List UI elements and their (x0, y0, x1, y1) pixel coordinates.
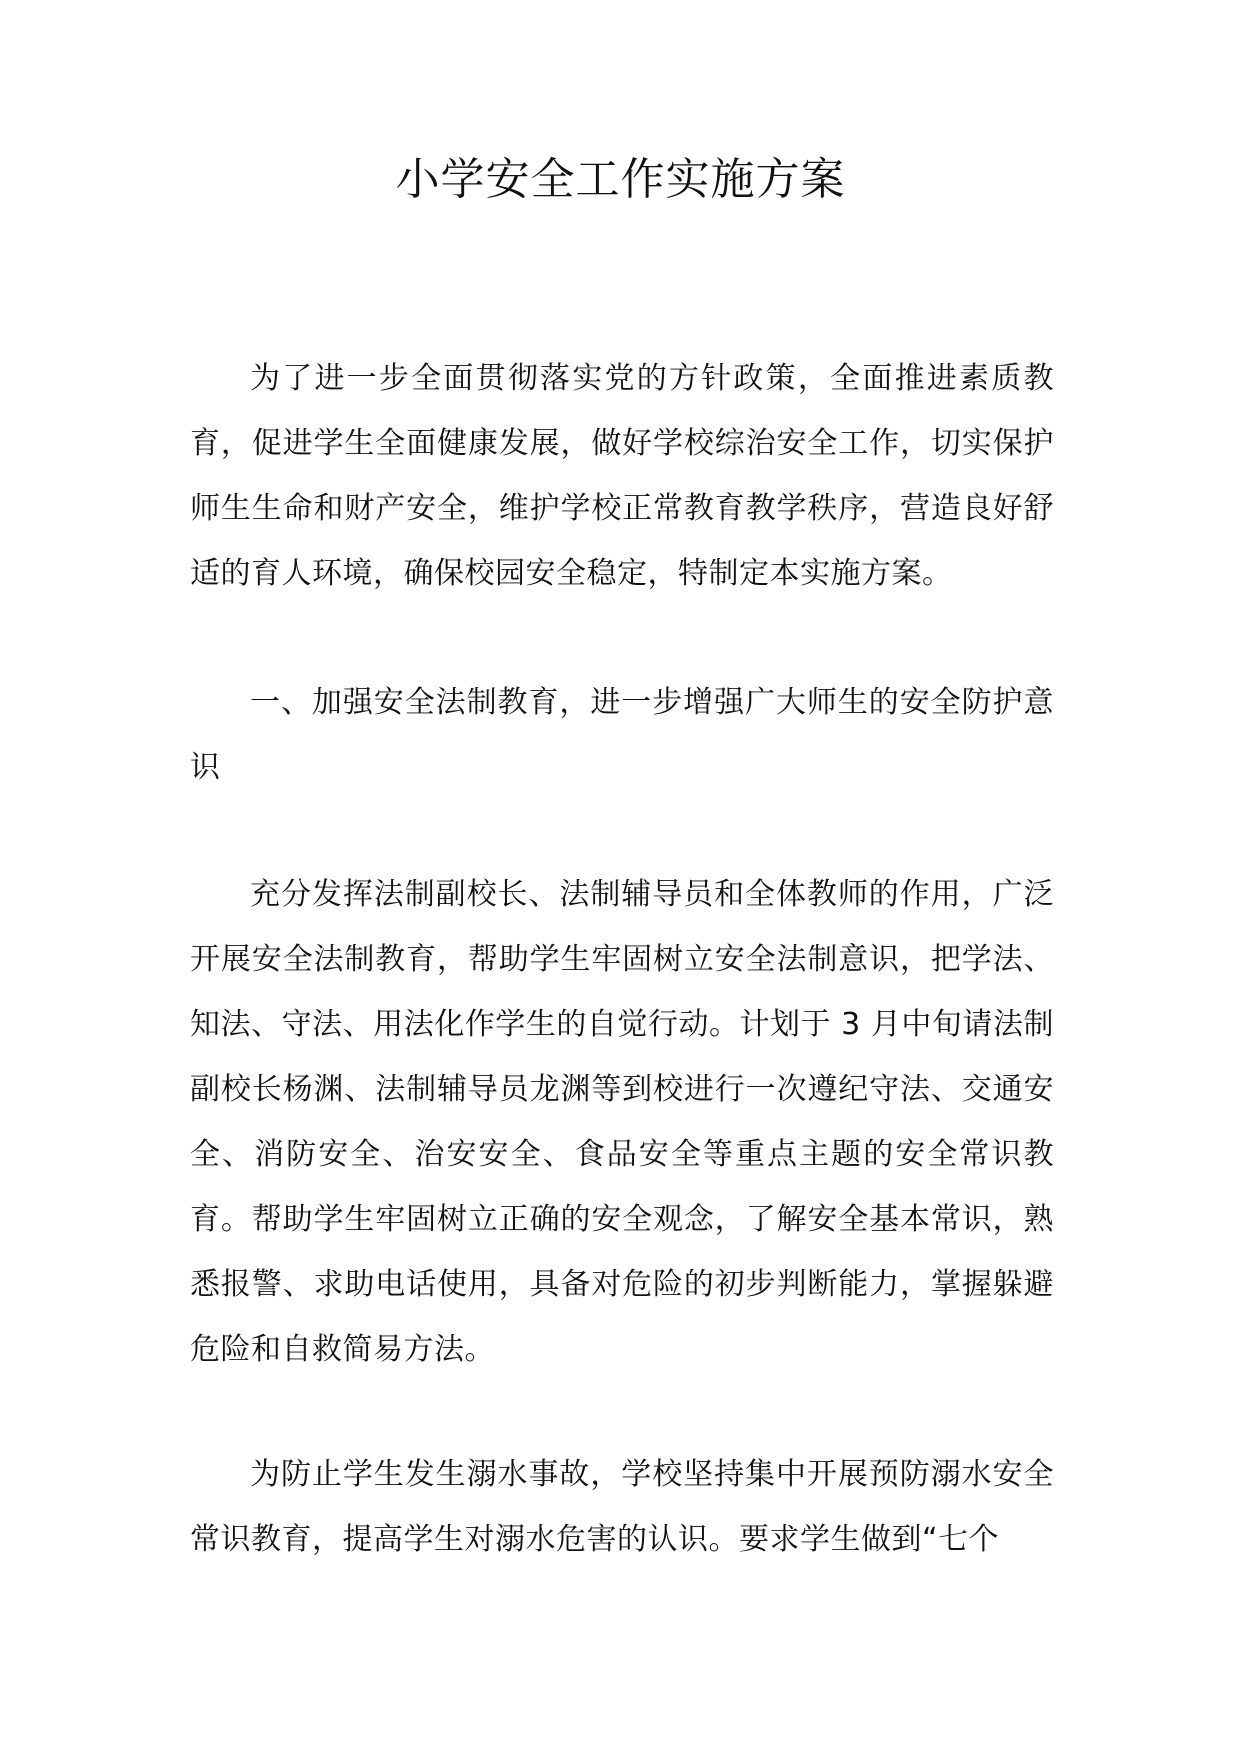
section-heading-1: 一、加强安全法制教育，进一步增强广大师生的安全防护意识 (190, 685, 1054, 785)
body-paragraph-legal-education: 充分发挥法制副校长、法制辅导员和全体教师的作用，广泛开展安全法制教育，帮助学生牢固树立安全法制意识，把学法、知法、守法、用法化作学生的自觉行动。计划于 3 月中旬请法制副校长杨渊、法制辅导员龙渊等到校进行一次遵纪守法、交通安全、消防安全、治安安全、食品安全等重点主题的安全常识教育。帮助学生牢固树立正确的安全观念，了解安全基本常识，熟悉报警、求助电话使用，具备对危险的初步判断能力，掌握躲避危险和自救简易方法。 (190, 877, 1054, 1367)
document-title: 小学安全工作实施方案 (395, 154, 846, 205)
body-paragraph-drowning-prevention: 为防止学生发生溺水事故，学校坚持集中开展预防溺水安全常识教育，提高学生对溺水危害的认识。要求学生做到“七个 (190, 1457, 1054, 1557)
intro-paragraph: 为了进一步全面贯彻落实党的方针政策，全面推进素质教育，促进学生全面健康发展，做好学校综治安全工作，切实保护师生生命和财产安全，维护学校正常教育教学秩序，营造良好舒适的育人环境，确保校园安全稳定，特制定本实施方案。 (190, 361, 1054, 591)
